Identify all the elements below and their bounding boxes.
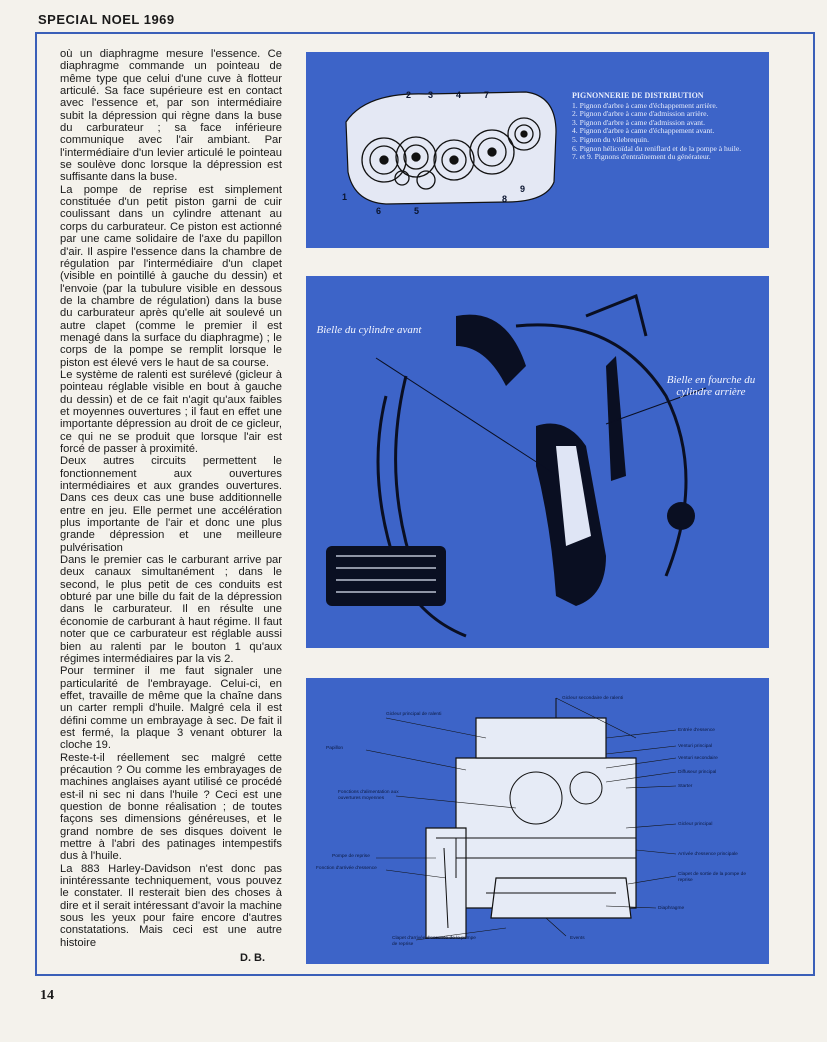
gear-number-2: 2 bbox=[406, 90, 412, 100]
legend-item: 2. Pignon d'arbre à came d'admission arrière. bbox=[572, 109, 709, 119]
legend-item: 5. Pignon du vilebrequin. bbox=[572, 134, 649, 144]
carb-label: Gicleur principal bbox=[678, 822, 713, 827]
article-paragraph: La 883 Harley-Davidson n'est donc pas inintéressante techniquement, vous pouvez le constater. Il resterait bien des choses à dire et il serait intéressant d'avoir la machine sous les yeux pour faire encore d'autres constatations. Mais ceci est une autre histoire bbox=[60, 862, 282, 949]
carburetor-drawing bbox=[306, 678, 769, 964]
carb-label: Events bbox=[570, 936, 585, 941]
gear-number-5: 5 bbox=[414, 206, 420, 216]
carb-label: Clapet de sortie de la pompe de reprise bbox=[678, 872, 746, 883]
figure-timing-gears bbox=[306, 52, 769, 248]
carb-label: Venturi secondaire bbox=[678, 756, 718, 761]
carb-label: Fonctions d'alimentation aux ouvertures moyennes bbox=[338, 790, 399, 801]
article-paragraph: Pour terminer il me faut signaler une particularité de l'embrayage. Celui-ci, en effet, travaille de même que la chaîne dans un carter rempli d'huile. Malgré cela il est défini comme un embrayage à sec. De fait il est fermé, la plaque 3 venant obturer la cloche 19. bbox=[60, 665, 282, 752]
carb-label: Gicleur principal de ralenti bbox=[386, 712, 442, 717]
label-front-rod: Bielle du cylindre avant bbox=[316, 324, 422, 336]
article-paragraph: où un diaphragme mesure l'essence. Ce diaphragme commande un pointeau de même type que celui d'une cuve à flotteur articulé. Sa face supérieure est en contact avec l'essence et, par son intermédiaire subit la dépression qui règne dans la buse du carburateur ; sa face inférieure communique avec l'air ambiant. Par l'intermédiaire d'un levier articulé le pointeau se soulève donc lorsque la dépression est suffisante dans la buse. bbox=[60, 48, 282, 184]
article-paragraph: Dans le premier cas le carburant arrive par deux canaux simultanément ; dans le second, le plus petit de ces conduits est obturé par une bille du fait de la dépression dans le carburateur. Il en résulte une économie de carburant à haut régime. Il faut noter que ce carburateur est réglable aussi bien au ralenti par le bouton 1 qu'aux régimes intermédiaires par la vis 2. bbox=[60, 554, 282, 665]
carb-label: Diffuseur principal bbox=[678, 770, 717, 775]
carb-label: Clapet d'arrivée d'essence de la pompe de reprise bbox=[392, 936, 476, 947]
author-signature: D. B. bbox=[240, 952, 266, 964]
figure-connecting-rods bbox=[306, 276, 769, 648]
carb-label: Papillon bbox=[326, 746, 344, 751]
carb-label: Arrivée d'essence principale bbox=[678, 852, 738, 857]
gear-number-9: 9 bbox=[520, 184, 526, 194]
carb-label: Pompe de reprise bbox=[332, 854, 370, 859]
carb-label: Venturi principal bbox=[678, 744, 713, 749]
gear-number-8: 8 bbox=[502, 194, 508, 204]
legend-item: 3. Pignon d'arbre à came d'admission avant. bbox=[572, 117, 706, 127]
figure-carburetor bbox=[306, 678, 769, 964]
label-rear-rod: Bielle en fourche du cylindre arrière bbox=[666, 374, 756, 398]
carb-label: Entrée d'essence bbox=[678, 728, 715, 733]
gear-number-6: 6 bbox=[376, 206, 382, 216]
carb-label: Diaphragme bbox=[658, 906, 685, 911]
legend-item: 4. Pignon d'arbre à came d'échappement avant. bbox=[572, 126, 715, 136]
article-paragraph: La pompe de reprise est simplement constituée d'un petit piston garni de cuir coulissant dans un cylindre attenant au corps du carburateur. Ce piston est actionné par une came solidaire de l'axe du papillon d'air. Il aspire l'essence dans la chambre de régulation par l'intermédiaire d'un clapet (visible en pointillé à gauche du dessin) et l'envoie (par la tubulure visible en dessous de la chambre de régulation) dans la buse du carburateur après qu'elle ait soulevé un autre clapet (comme le premier il est menagé dans la surface du diaphragme) ; le corps de la pompe se remplit lorsque le piston est élevé vers le haut de sa course. bbox=[60, 183, 282, 369]
article-paragraph: Reste-t-il réellement sec malgré cette précaution ? Ou comme les embrayages de machines anglaises ayant utilisé ce procédé est-il ni sec ni dans l'huile ? Ceci est une question de bonne réalisation ; de toutes façons ses dimensions généreuses, et le grand nombre de ses disques doivent le mettre à l'abri des patinages intempestifs dus à l'huile. bbox=[60, 751, 282, 863]
legend-item: 1. Pignon d'arbre à came d'échappement arrière. bbox=[572, 100, 718, 110]
gear-number-7: 7 bbox=[484, 90, 490, 100]
gear-number-1: 1 bbox=[342, 192, 348, 202]
carb-label: Gicleur secondaire de ralenti bbox=[562, 696, 624, 701]
gear-number-4: 4 bbox=[456, 90, 462, 100]
carb-label: Starter bbox=[678, 784, 693, 789]
carb-label: Fonction d'arrivée d'essence bbox=[316, 866, 377, 871]
page-number: 14 bbox=[40, 988, 54, 1003]
article-paragraph: Le système de ralenti est surélevé (gicleur à pointeau réglable visible en bout à gauche du dessin) et de ce fait n'agit qu'aux faibles et moyennes ouvertures ; il faut en effet une importante dépression au droit de ce gicleur, ce qui ne se produit que lorsque l'air est forcé de passer à proximité. bbox=[60, 368, 282, 455]
page-header: SPECIAL NOEL 1969 bbox=[38, 12, 175, 27]
legend-item: 6. Pignon hélicoïdal du reniflard et de la pompe à huile. bbox=[572, 143, 742, 153]
article-text bbox=[60, 48, 282, 949]
gear-number-3: 3 bbox=[428, 90, 434, 100]
legend-title: PIGNONNERIE DE DISTRIBUTION bbox=[572, 91, 704, 100]
gears-legend bbox=[572, 92, 762, 162]
article-paragraph: Deux autres circuits permettent le fonctionnement aux ouvertures intermédiaires et aux grandes ouvertures. Dans ces deux cas une buse additionnelle entre en jeu. Elle permet une accélération plus importante de l'air et donc une plus grande dépression et une meilleure pulvérisation bbox=[60, 455, 282, 554]
legend-item: 7. et 9. Pignons d'entraînement du générateur. bbox=[572, 152, 711, 162]
